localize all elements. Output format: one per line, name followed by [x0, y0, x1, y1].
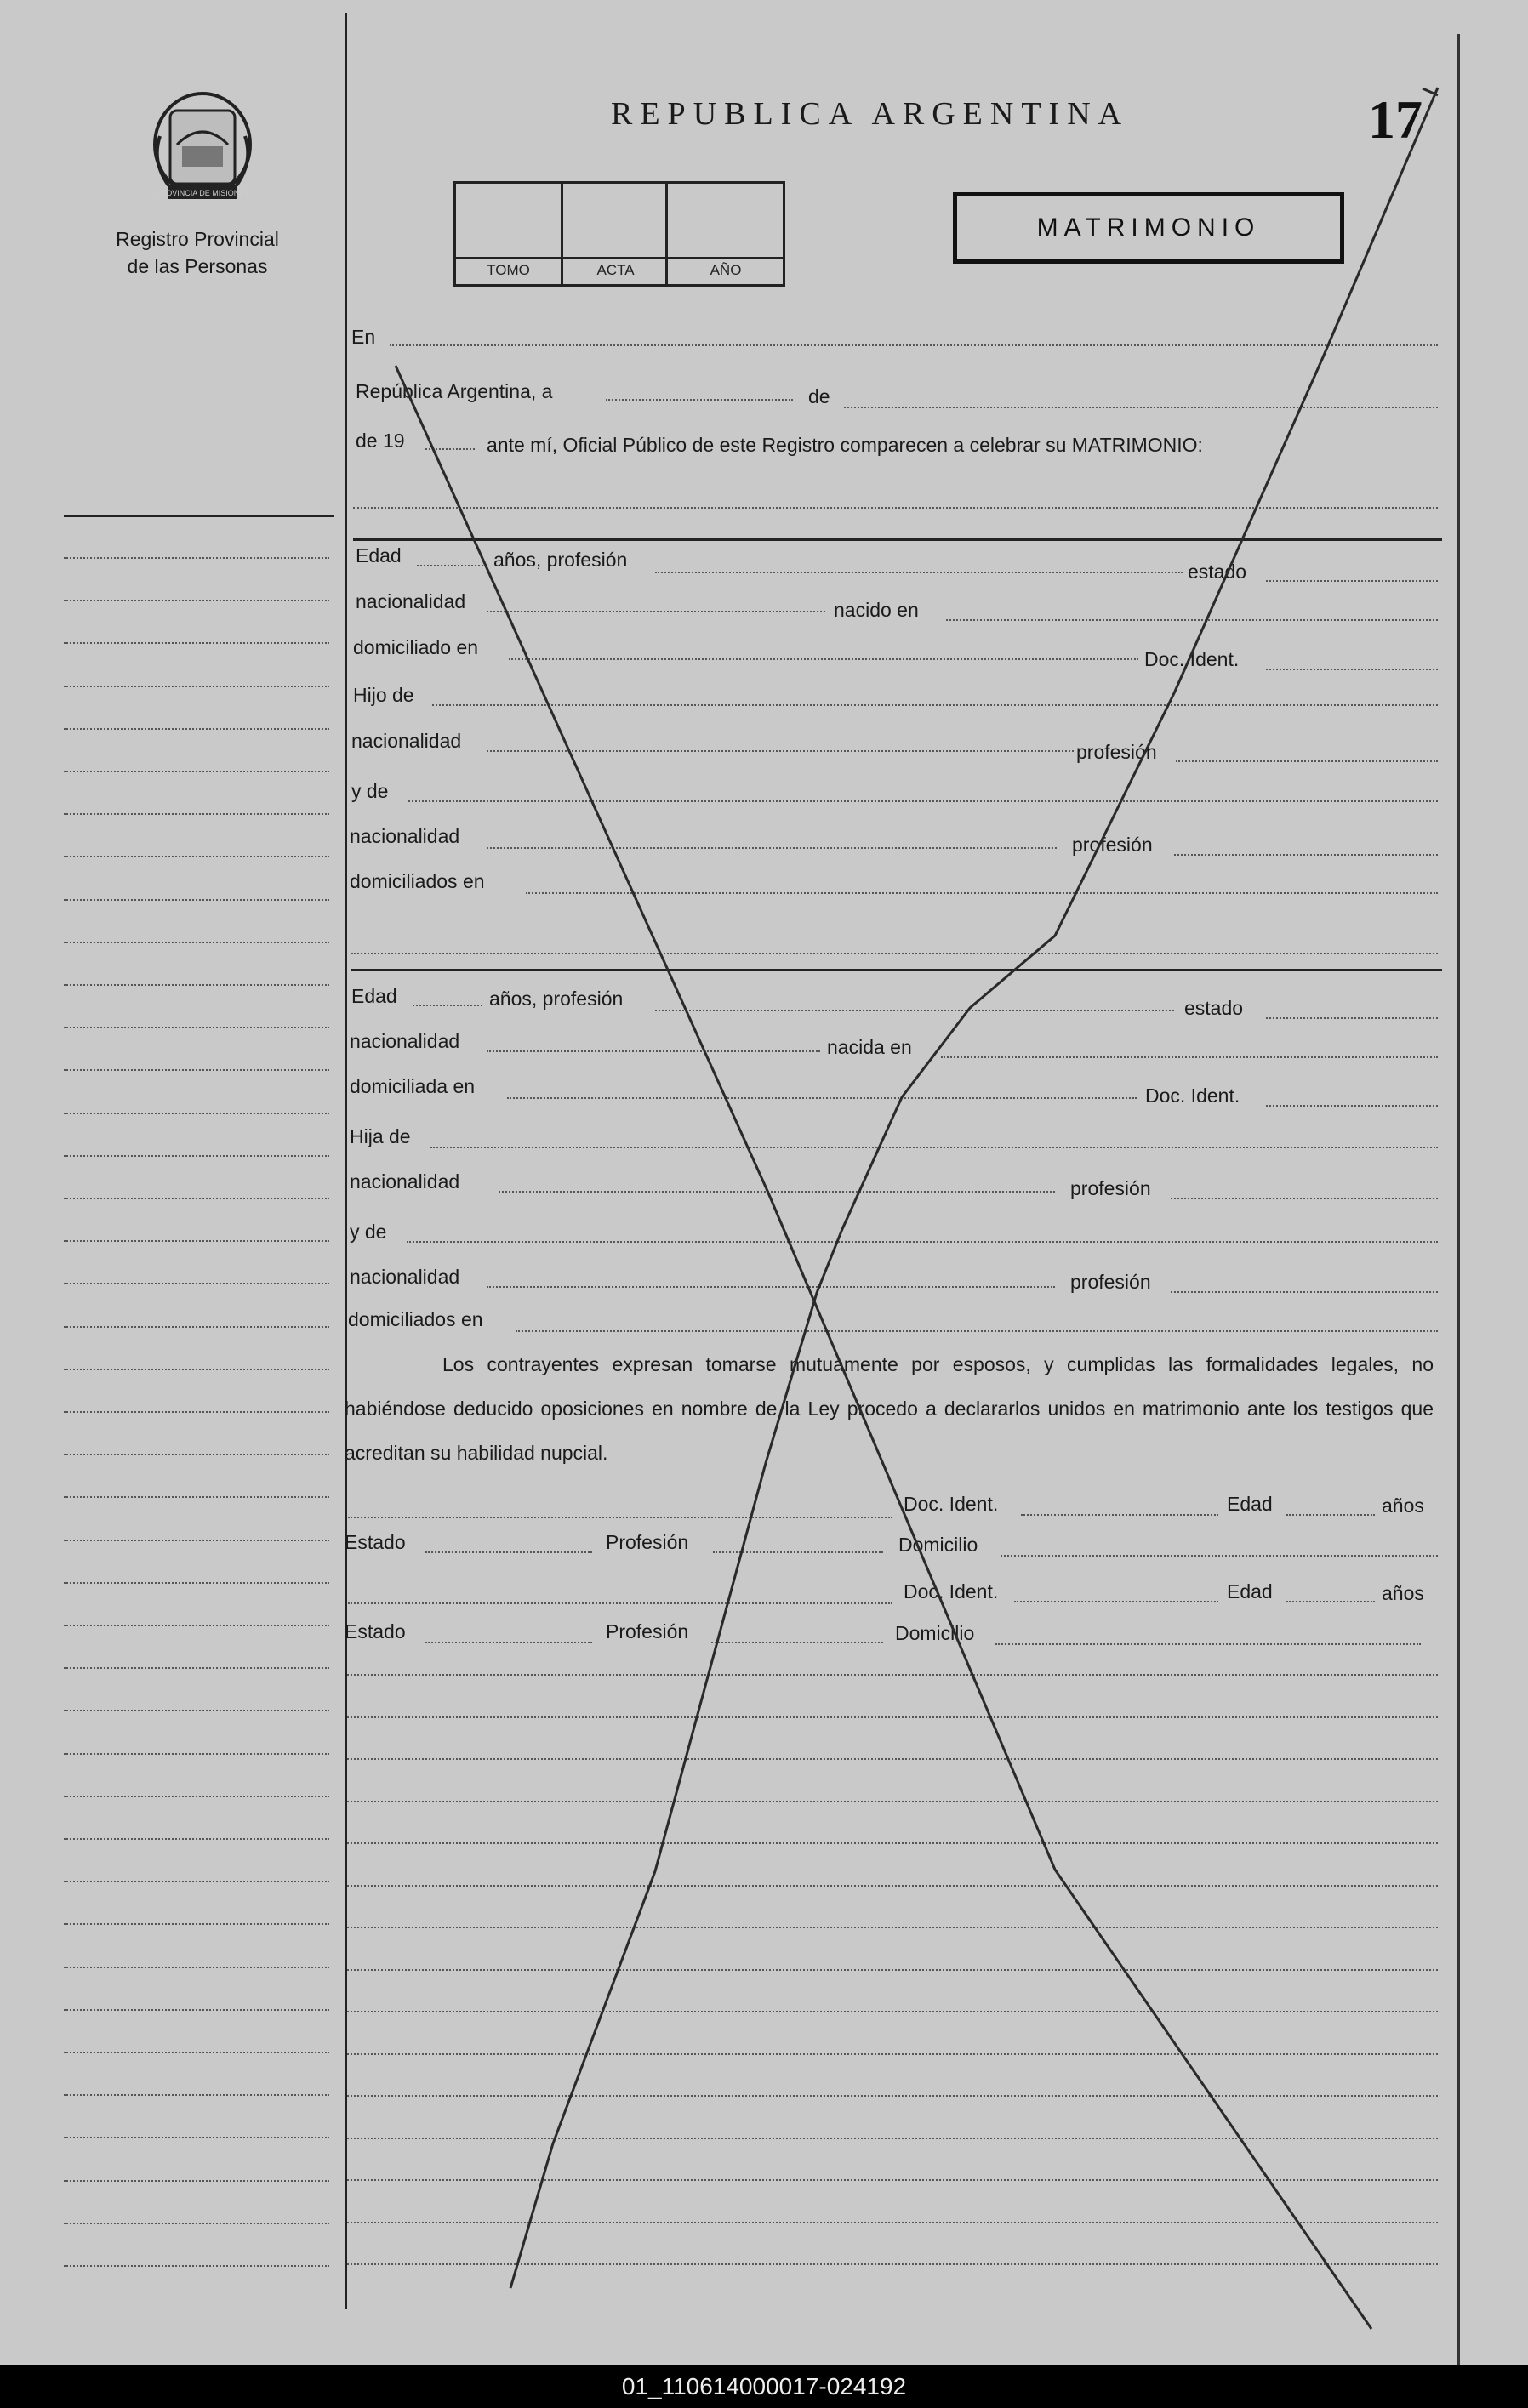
groom-nacionalidad-label: nacionalidad [356, 590, 466, 612]
groom-domiciliados-label: domiciliados en [350, 870, 485, 892]
groom-doc-label: Doc. Ident. [1144, 648, 1240, 670]
bride-edad-label: Edad [351, 985, 397, 1007]
bride-father-nacionalidad-label: nacionalidad [350, 1170, 460, 1193]
witness2-edad-label: Edad [1227, 1580, 1273, 1602]
groom-estado-label: estado [1188, 561, 1247, 583]
witness2-anos-label: años [1382, 1582, 1424, 1604]
witness1-domicilio-label: Domicilio [898, 1534, 978, 1556]
groom-profesion-label: años, profesión [493, 549, 628, 571]
bride-mother-profesion-label: profesión [1070, 1271, 1151, 1293]
declaration-text: Los contrayentes expresan tomarse mutuamente por esposos, y cumplidas las formalidades legales, no habiéndose deducido oposiciones en nombre de la Ley procedo a declararlos unidos en matrimonio ante los testigos que acreditan su habilidad nupcial. [345, 1353, 1434, 1464]
bride-profesion-label: años, profesión [489, 988, 624, 1010]
witness2-doc-label: Doc. Ident. [904, 1580, 999, 1602]
de-label: de [808, 385, 830, 407]
bride-estado-label: estado [1184, 997, 1244, 1019]
groom-y-de-label: y de [351, 780, 389, 802]
witness1-profesion-label: Profesión [606, 1531, 689, 1553]
groom-father-profesion-label: profesión [1076, 741, 1157, 763]
witness1-doc-label: Doc. Ident. [904, 1493, 999, 1515]
svg-text:PROVINCIA DE MISIONES: PROVINCIA DE MISIONES [155, 189, 250, 197]
bride-nacionalidad-label: nacionalidad [350, 1030, 460, 1052]
bride-domiciliados-label: domiciliados en [348, 1308, 483, 1330]
scan-identifier: 01_110614000017-024192 [0, 2365, 1528, 2408]
registry-line-2: de las Personas [127, 255, 268, 277]
groom-nacido-label: nacido en [834, 599, 919, 621]
groom-father-nacionalidad-label: nacionalidad [351, 730, 462, 752]
bride-y-de-label: y de [350, 1221, 387, 1243]
witness1-edad-label: Edad [1227, 1493, 1273, 1515]
acta-label: ACTA [596, 262, 635, 278]
bride-doc-label: Doc. Ident. [1145, 1084, 1240, 1107]
witness1-anos-label: años [1382, 1494, 1424, 1517]
en-label: En [351, 326, 376, 348]
witness1-estado-label: Estado [345, 1531, 406, 1553]
tomo-label: TOMO [487, 262, 530, 278]
groom-edad-label: Edad [356, 544, 402, 566]
record-type: MATRIMONIO [1036, 213, 1261, 242]
bride-mother-nacionalidad-label: nacionalidad [350, 1266, 460, 1288]
groom-hijo-label: Hijo de [353, 684, 414, 706]
bride-father-profesion-label: profesión [1070, 1177, 1151, 1199]
bride-hija-label: Hija de [350, 1125, 411, 1147]
registry-line-1: Registro Provincial [116, 228, 279, 250]
bride-domicilio-label: domiciliada en [350, 1075, 476, 1097]
republica-label: República Argentina, a [356, 380, 553, 402]
ano-label: AÑO [710, 262, 742, 278]
witness2-estado-label: Estado [345, 1620, 406, 1642]
groom-mother-nacionalidad-label: nacionalidad [350, 825, 460, 847]
year-prefix-label: de 19 [356, 430, 405, 452]
page-title: REPUBLICA ARGENTINA [611, 96, 1130, 132]
groom-mother-profesion-label: profesión [1072, 834, 1153, 856]
bride-nacida-label: nacida en [827, 1036, 912, 1058]
witness2-domicilio-label: Domicilio [895, 1622, 975, 1644]
ante-label: ante mí, Oficial Público de este Registro comparecen a celebrar su MATRIMONIO: [487, 434, 1203, 456]
groom-domicilio-label: domiciliado en [353, 636, 479, 658]
witness2-profesion-label: Profesión [606, 1620, 689, 1642]
page-number: 17 [1368, 89, 1423, 150]
